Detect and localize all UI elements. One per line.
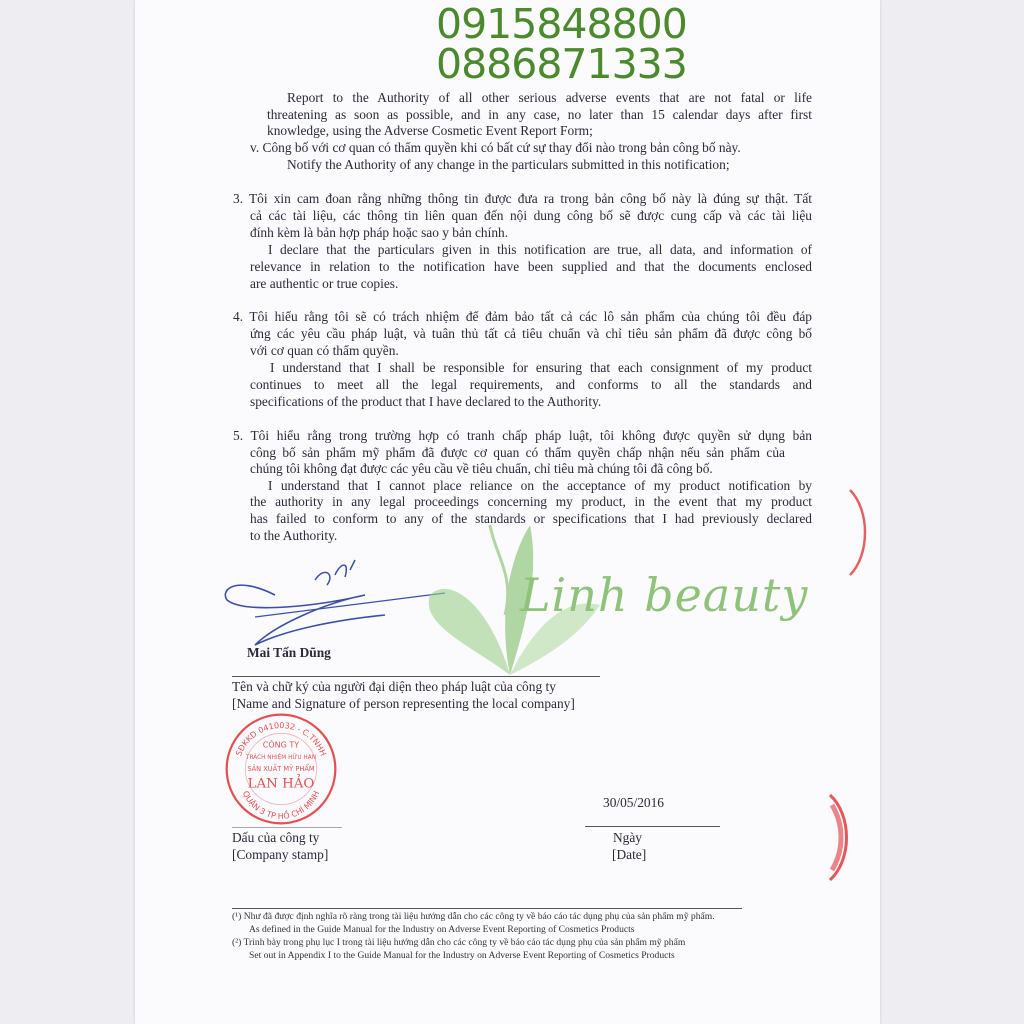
stamp-ring-bottom: QUẬN 3 TP HỒ CHÍ MINH xyxy=(240,789,322,821)
watermark-brand: Linh beauty xyxy=(520,568,809,622)
body-line: I understand that I shall be responsible for ensuring that each consignment of my product xyxy=(270,360,812,375)
body-line: has failed to conform to any of the standards or specifications that I had previously declared xyxy=(250,511,812,526)
watermark-phone-2: 0886871333 xyxy=(436,40,687,88)
footnote-2-en: Set out in Appendix I to the Guide Manual for the Industry on Adverse Event Reporting of Cosmetics Products xyxy=(249,950,675,961)
body-line: chúng tôi không đạt được các yêu cầu về tiêu chuẩn, chỉ tiêu mà chúng tôi đã công bố. xyxy=(250,461,713,476)
edge-seal-fragment xyxy=(845,485,875,580)
body-line: specifications of the product that I have declared to the Authority. xyxy=(250,394,602,409)
stamp-line: LAN HẢO xyxy=(247,776,315,792)
body-line: I understand that I cannot place reliance on the acceptance of my product notification by xyxy=(268,478,812,493)
body-line: continues to meet all the legal requirements, and conforms to all the standards and xyxy=(250,377,812,392)
body-line: knowledge, using the Adverse Cosmetic Event Report Form; xyxy=(267,123,593,138)
body-line: công bố sản phẩm mỹ phẩm đã được cơ quan có thẩm quyền chấp nhận nếu sản phẩm của xyxy=(250,445,785,460)
body-line: 5. Tôi hiểu rằng trong trường hợp có tranh chấp pháp luật, tôi không được quyền sử dụng bản xyxy=(233,428,812,443)
date-label-vi: Ngày xyxy=(613,830,643,845)
body-line: Report to the Authority of all other serious adverse events that are not fatal or life xyxy=(287,90,812,105)
signature-label-en: [Name and Signature of person representing the local company] xyxy=(232,696,575,711)
date-value: 30/05/2016 xyxy=(603,795,665,810)
body-line: are authentic or true copies. xyxy=(250,276,399,291)
footnote-text-vi: Trình bày trong phụ lục I trong tài liệu hướng dẫn cho các công ty về báo cáo tác dụng phụ của sản phẩm mỹ phẩm xyxy=(243,937,686,948)
stamp-line-rule xyxy=(232,827,342,828)
stamp-line: SẢN XUẤT MỸ PHẨM xyxy=(247,764,315,773)
body-line: relevance in relation to the notification have been supplied and that the documents enclosed xyxy=(250,259,812,274)
company-stamp-label-en: [Company stamp] xyxy=(232,847,329,862)
body-line: cả các tài liệu, các thông tin liên quan đến nội dung công bố sẽ được cung cấp và các tài liệu xyxy=(250,208,812,223)
body-line: to the Authority. xyxy=(250,528,338,543)
signatory-name: Mai Tấn Dũng xyxy=(247,645,331,660)
stamp-line: CÔNG TY xyxy=(262,740,300,750)
signature-label-vi: Tên và chữ ký của người đại diện theo pháp luật của công ty xyxy=(232,679,556,694)
date-label-en: [Date] xyxy=(612,847,647,862)
body-line: 3. Tôi xin cam đoan rằng những thông tin được đưa ra trong bản công bố này là đúng sự thật. Tất xyxy=(233,191,812,206)
body-line: ứng các yêu cầu pháp luật, và tuân thủ tất cả tiêu chuẩn và chỉ tiêu sản phẩm đã được công bố xyxy=(250,326,812,341)
date-line xyxy=(585,826,720,827)
body-line: Notify the Authority of any change in the particulars submitted in this notification; xyxy=(287,157,730,172)
body-line: 4. Tôi hiểu rằng tôi sẽ có trách nhiệm để đảm bảo tất cả các lô sản phẩm của chúng tôi đều đáp xyxy=(233,309,812,324)
footnote-mark: (¹) xyxy=(232,911,242,922)
stamp-line: TRÁCH NHIỆM HỮU HẠN xyxy=(245,755,317,762)
company-stamp-label-vi: Dấu của công ty xyxy=(232,830,320,845)
footnote-1 xyxy=(232,910,715,923)
stamp-ring-top: SĐKKD 0410032 - C.TNHH xyxy=(234,720,328,758)
company-stamp xyxy=(222,712,340,826)
footnote-mark: (²) xyxy=(232,937,242,948)
body-line: đính kèm là bản hợp pháp hoặc sao y bản chính. xyxy=(250,225,509,240)
footnote-text-vi: Như đã được định nghĩa rõ ràng trong tài liệu hướng dẫn cho các công ty về báo cáo tác dụng phụ của sản phẩm mỹ phẩm. xyxy=(243,911,715,922)
body-line: v. Công bố với cơ quan có thẩm quyền khi có bất cứ sự thay đổi nào trong bản công bố này. xyxy=(250,140,741,155)
watermark-phone-1: 0915848800 xyxy=(436,0,687,48)
body-line: threatening as soon as possible, and in any case, no later than 15 calendar days after first xyxy=(267,107,812,122)
footnote-1-en: As defined in the Guide Manual for the Industry on Adverse Event Reporting of Cosmetics Products xyxy=(249,924,635,935)
footnote-divider xyxy=(232,908,742,909)
footnote-2 xyxy=(232,936,685,949)
body-line: I declare that the particulars given in this notification are true, all data, and information of xyxy=(268,242,812,257)
body-line: the authority in any legal proceedings concerning my product, in the event that my product xyxy=(250,494,812,509)
body-line: với cơ quan có thẩm quyền. xyxy=(250,343,399,358)
edge-seal-fragment xyxy=(822,790,857,885)
